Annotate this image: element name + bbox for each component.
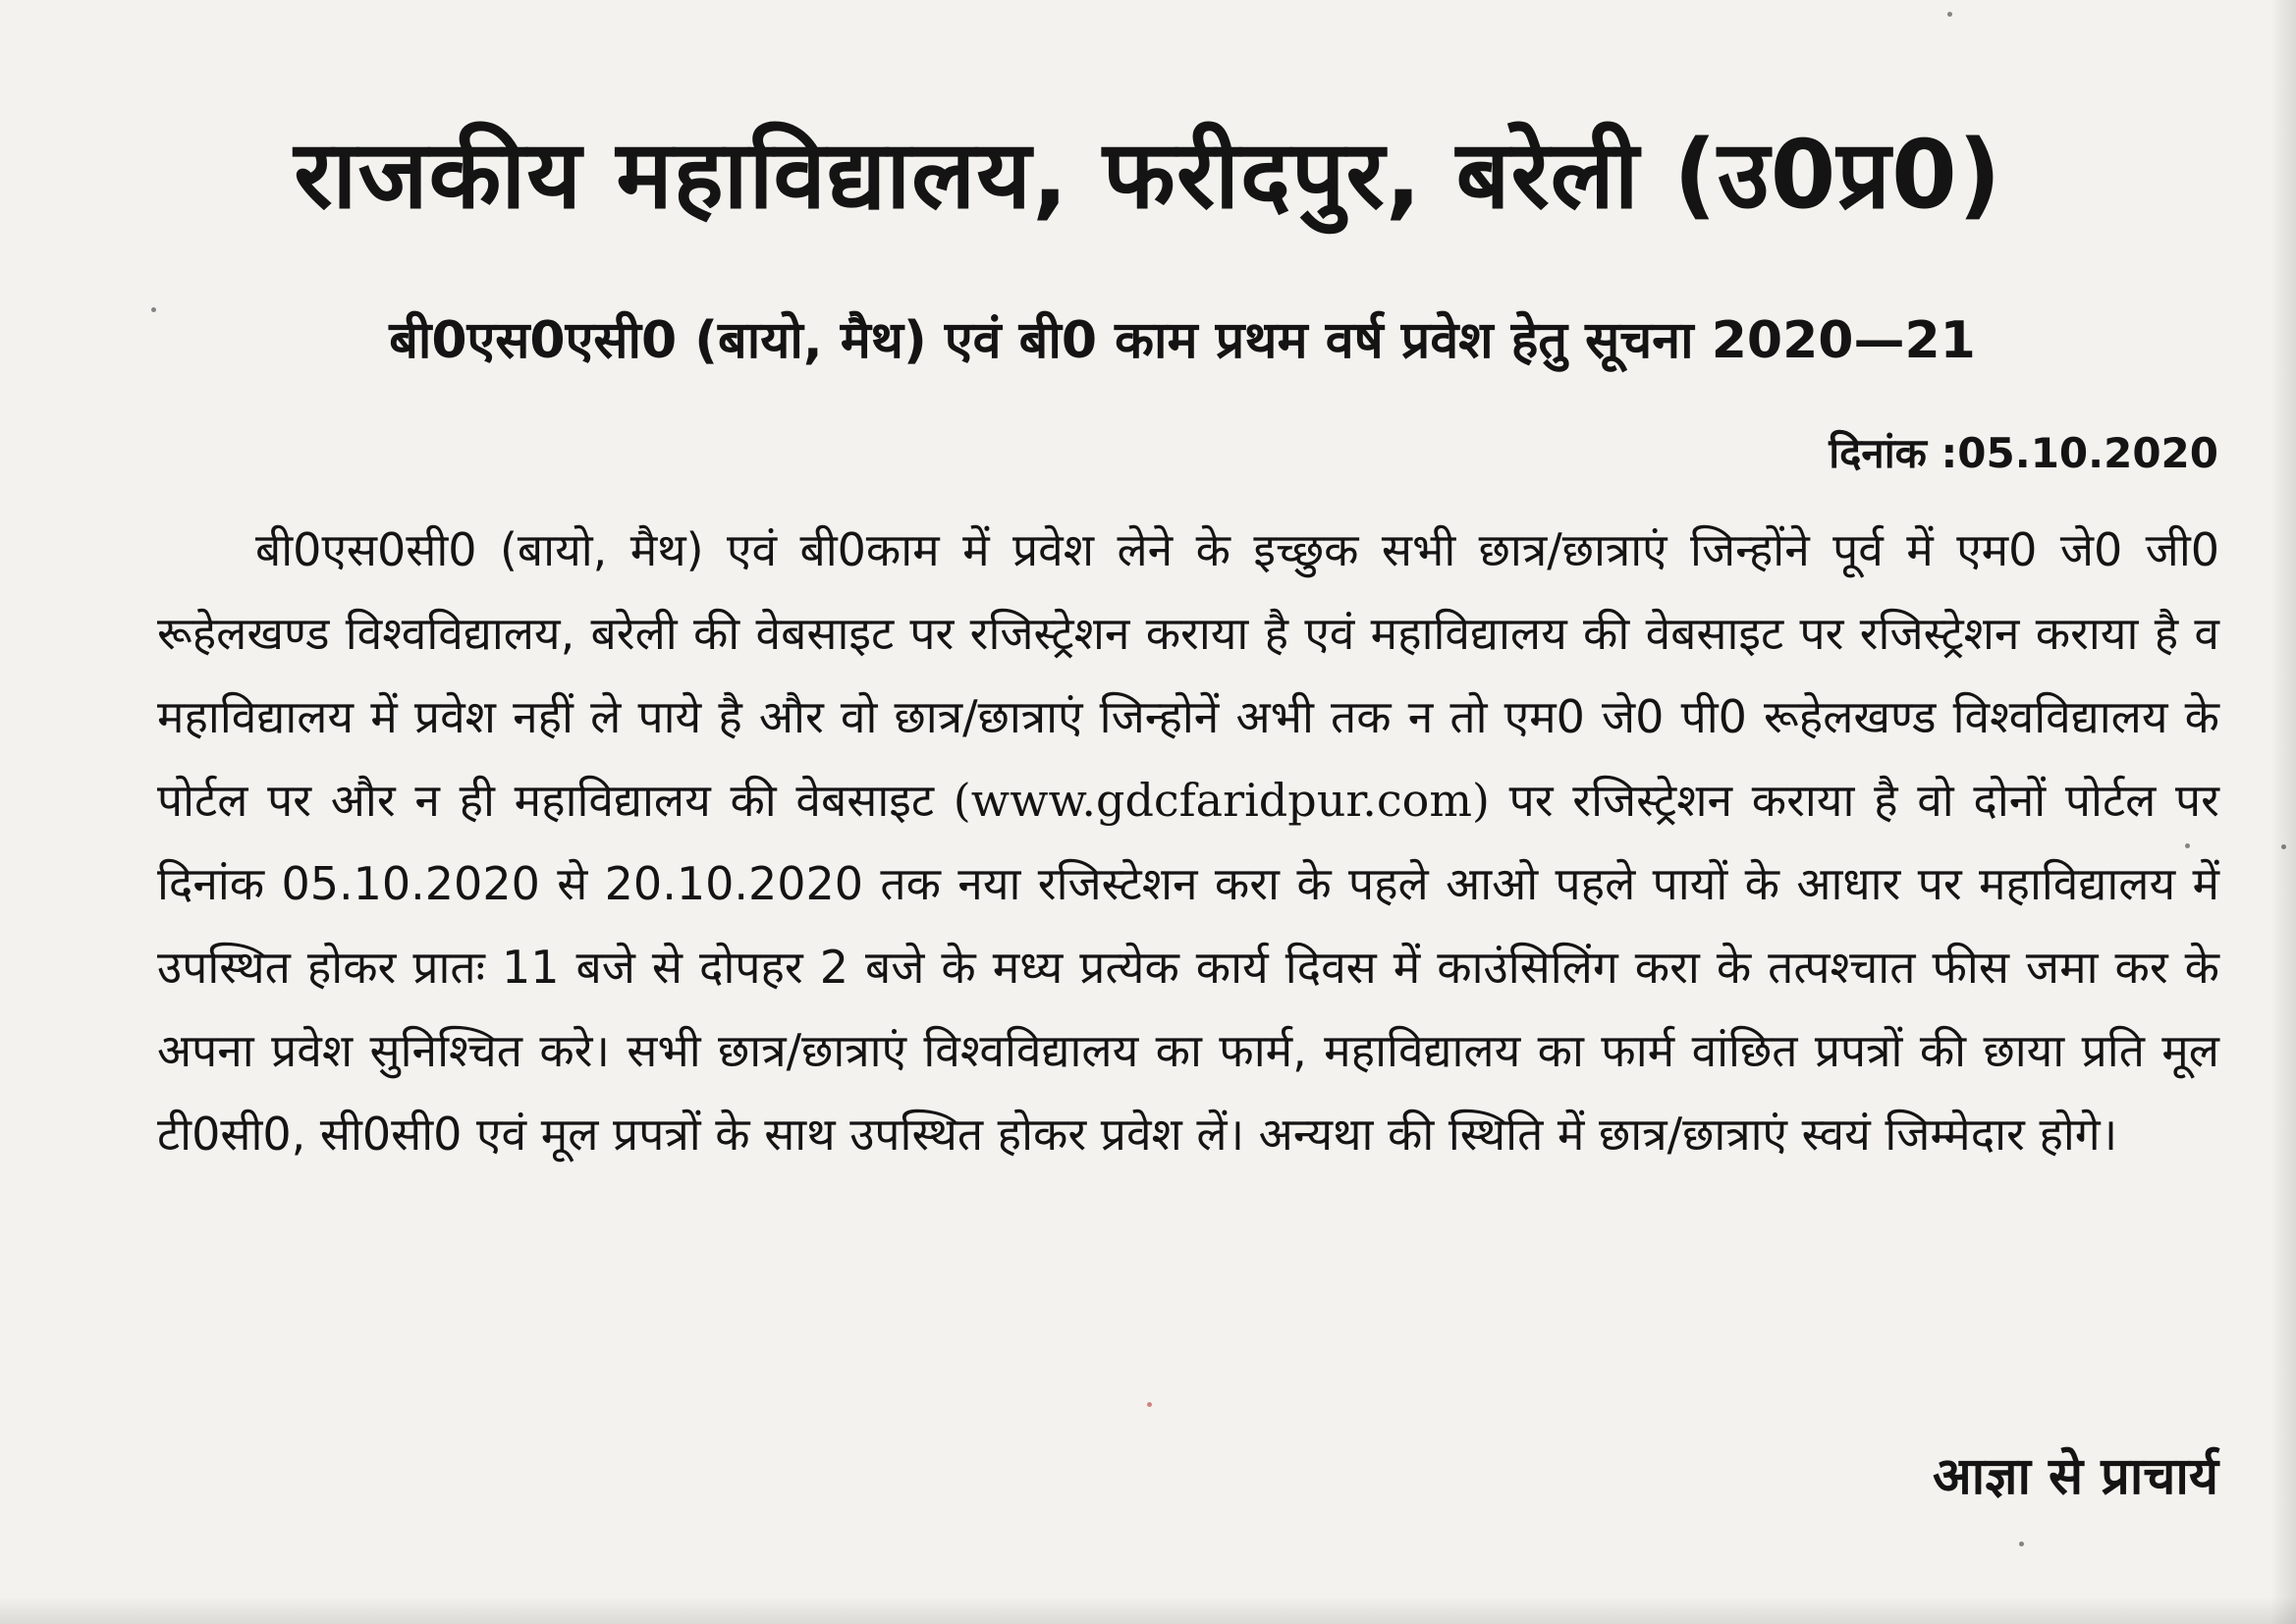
paper-speck	[1147, 1402, 1152, 1407]
college-title: राजकीय महाविद्यालय, फरीदपुर, बरेली (उ0प्र0)	[294, 120, 2002, 230]
notice-subtitle: बी0एस0एसी0 (बायो, मैथ) एवं बी0 काम प्रथम वर्ष प्रवेश हेतु सूचना 2020—21	[389, 311, 1976, 370]
notice-body-part-1: बी0एस0सी0 (बायो, मैथ) एवं बी0काम में प्रवेश लेने के इच्छुक सभी छात्र/छात्राएं जिन्होंने पूर्व में एम0 जे0 जी0 रूहेलखण्ड विश्वविद्यालय, बरेली की वेबसाइट पर रजिस्ट्रेशन कराया है एवं महाविद्यालय की वेबसाइट पर रजिस्ट्रेशन कराया है व महाविद्यालय में प्रवेश नहीं ले पाये है और वो छात्र/छात्राएं जिन्होनें अभी तक न तो एम0 जे0 पी0 रूहेलखण्ड विश्वविद्यालय के पोर्टल पर और न ही महाविद्यालय की वेबसाइट	[157, 523, 2219, 827]
notice-body	[157, 509, 2219, 1176]
paper-speck	[2185, 843, 2190, 848]
college-website-link[interactable]: (www.gdcfaridpur.com)	[953, 774, 1490, 827]
paper-speck	[151, 307, 156, 312]
paper-speck	[2281, 844, 2286, 849]
notice-date: दिनांक :05.10.2020	[1829, 429, 2218, 477]
paper-speck	[2019, 1542, 2024, 1546]
paper-speck	[1947, 12, 1952, 17]
principal-signature-line: आज्ञा से प्राचार्य	[1932, 1447, 2218, 1506]
notice-body-part-2: पर रजिस्ट्रेशन कराया है वो दोनों पोर्टल पर दिनांक 05.10.2020 से 20.10.2020 तक नया रजिस्टेशन करा के पहले आओ पहले पायों के आधार पर महाविद्यालय में उपस्थित होकर प्रातः 11 बजे से दोपहर 2 बजे के मध्य प्रत्येक कार्य दिवस में काउंसिलिंग करा के तत्पश्चात फीस जमा कर के अपना प्रवेश सुनिश्चित करे। सभी छात्र/छात्राएं विश्वविद्यालय का फार्म, महाविद्यालय का फार्म वांछित प्रपत्रों की छाया प्रति मूल टी0सी0, सी0सी0 एवं मूल प्रपत्रों के साथ उपस्थित होकर प्रवेश लें। अन्यथा की स्थिति में छात्र/छात्राएं स्वयं जिम्मेदार होगे।	[157, 774, 2219, 1161]
